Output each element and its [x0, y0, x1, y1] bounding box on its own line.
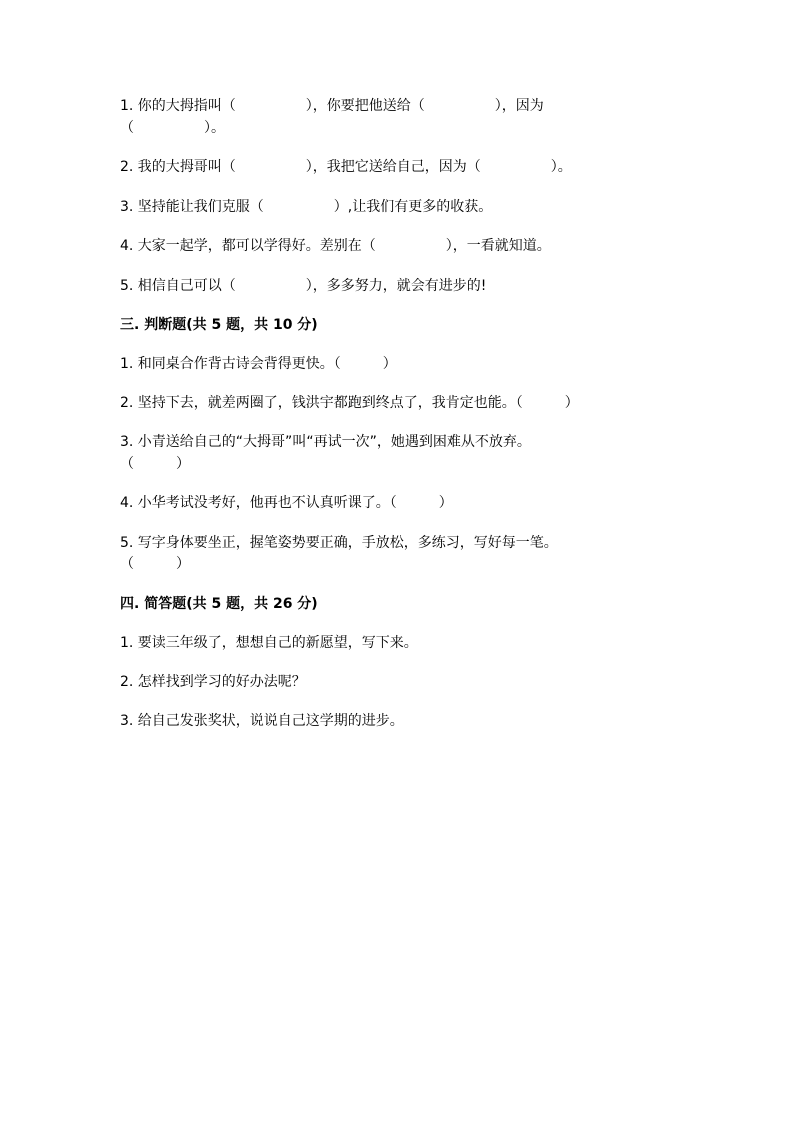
short-answer-section-heading: 四. 简答题(共 5 题，共 26 分) — [120, 596, 318, 612]
judge-item-5-line-1: 5. 写字身体要坐正，握笔姿势要正确，手放松，多练习，写好每一笔。 — [120, 535, 558, 551]
short-answer-item-2: 2. 怎样找到学习的好办法呢？ — [120, 674, 306, 690]
judge-section-heading: 三. 判断题(共 5 题，共 10 分) — [120, 317, 318, 333]
fill-blank-item-1-line-1: 1. 你的大拇指叫（ ），你要把他送给（ ），因为 — [120, 98, 544, 114]
fill-blank-item-4: 4. 大家一起学，都可以学得好。差别在（ ），一看就知道。 — [120, 238, 551, 254]
judge-item-1: 1. 和同桌合作背古诗会背得更快。（ ） — [120, 356, 397, 372]
fill-blank-item-1-line-2: （ ）。 — [120, 120, 225, 136]
judge-item-5-line-2: （ ） — [120, 556, 190, 572]
short-answer-item-3: 3. 给自己发张奖状，说说自己这学期的进步。 — [120, 713, 404, 729]
judge-item-2: 2. 坚持下去，就差两圈了，钱洪宇都跑到终点了，我肯定也能。（ ） — [120, 395, 579, 411]
judge-item-4: 4. 小华考试没考好，他再也不认真听课了。（ ） — [120, 495, 453, 511]
fill-blank-item-5: 5. 相信自己可以（ ），多多努力，就会有进步的! — [120, 278, 487, 294]
judge-item-3-line-1: 3. 小青送给自己的“大拇哥”叫“再试一次”，她遇到困难从不放弃。 — [120, 434, 531, 450]
short-answer-item-1: 1. 要读三年级了，想想自己的新愿望，写下来。 — [120, 635, 418, 651]
fill-blank-item-2: 2. 我的大拇哥叫（ ），我把它送给自己，因为（ ）。 — [120, 159, 572, 175]
fill-blank-item-3: 3. 坚持能让我们克服（ ）,让我们有更多的收获。 — [120, 199, 493, 215]
judge-item-3-line-2: （ ） — [120, 456, 190, 472]
